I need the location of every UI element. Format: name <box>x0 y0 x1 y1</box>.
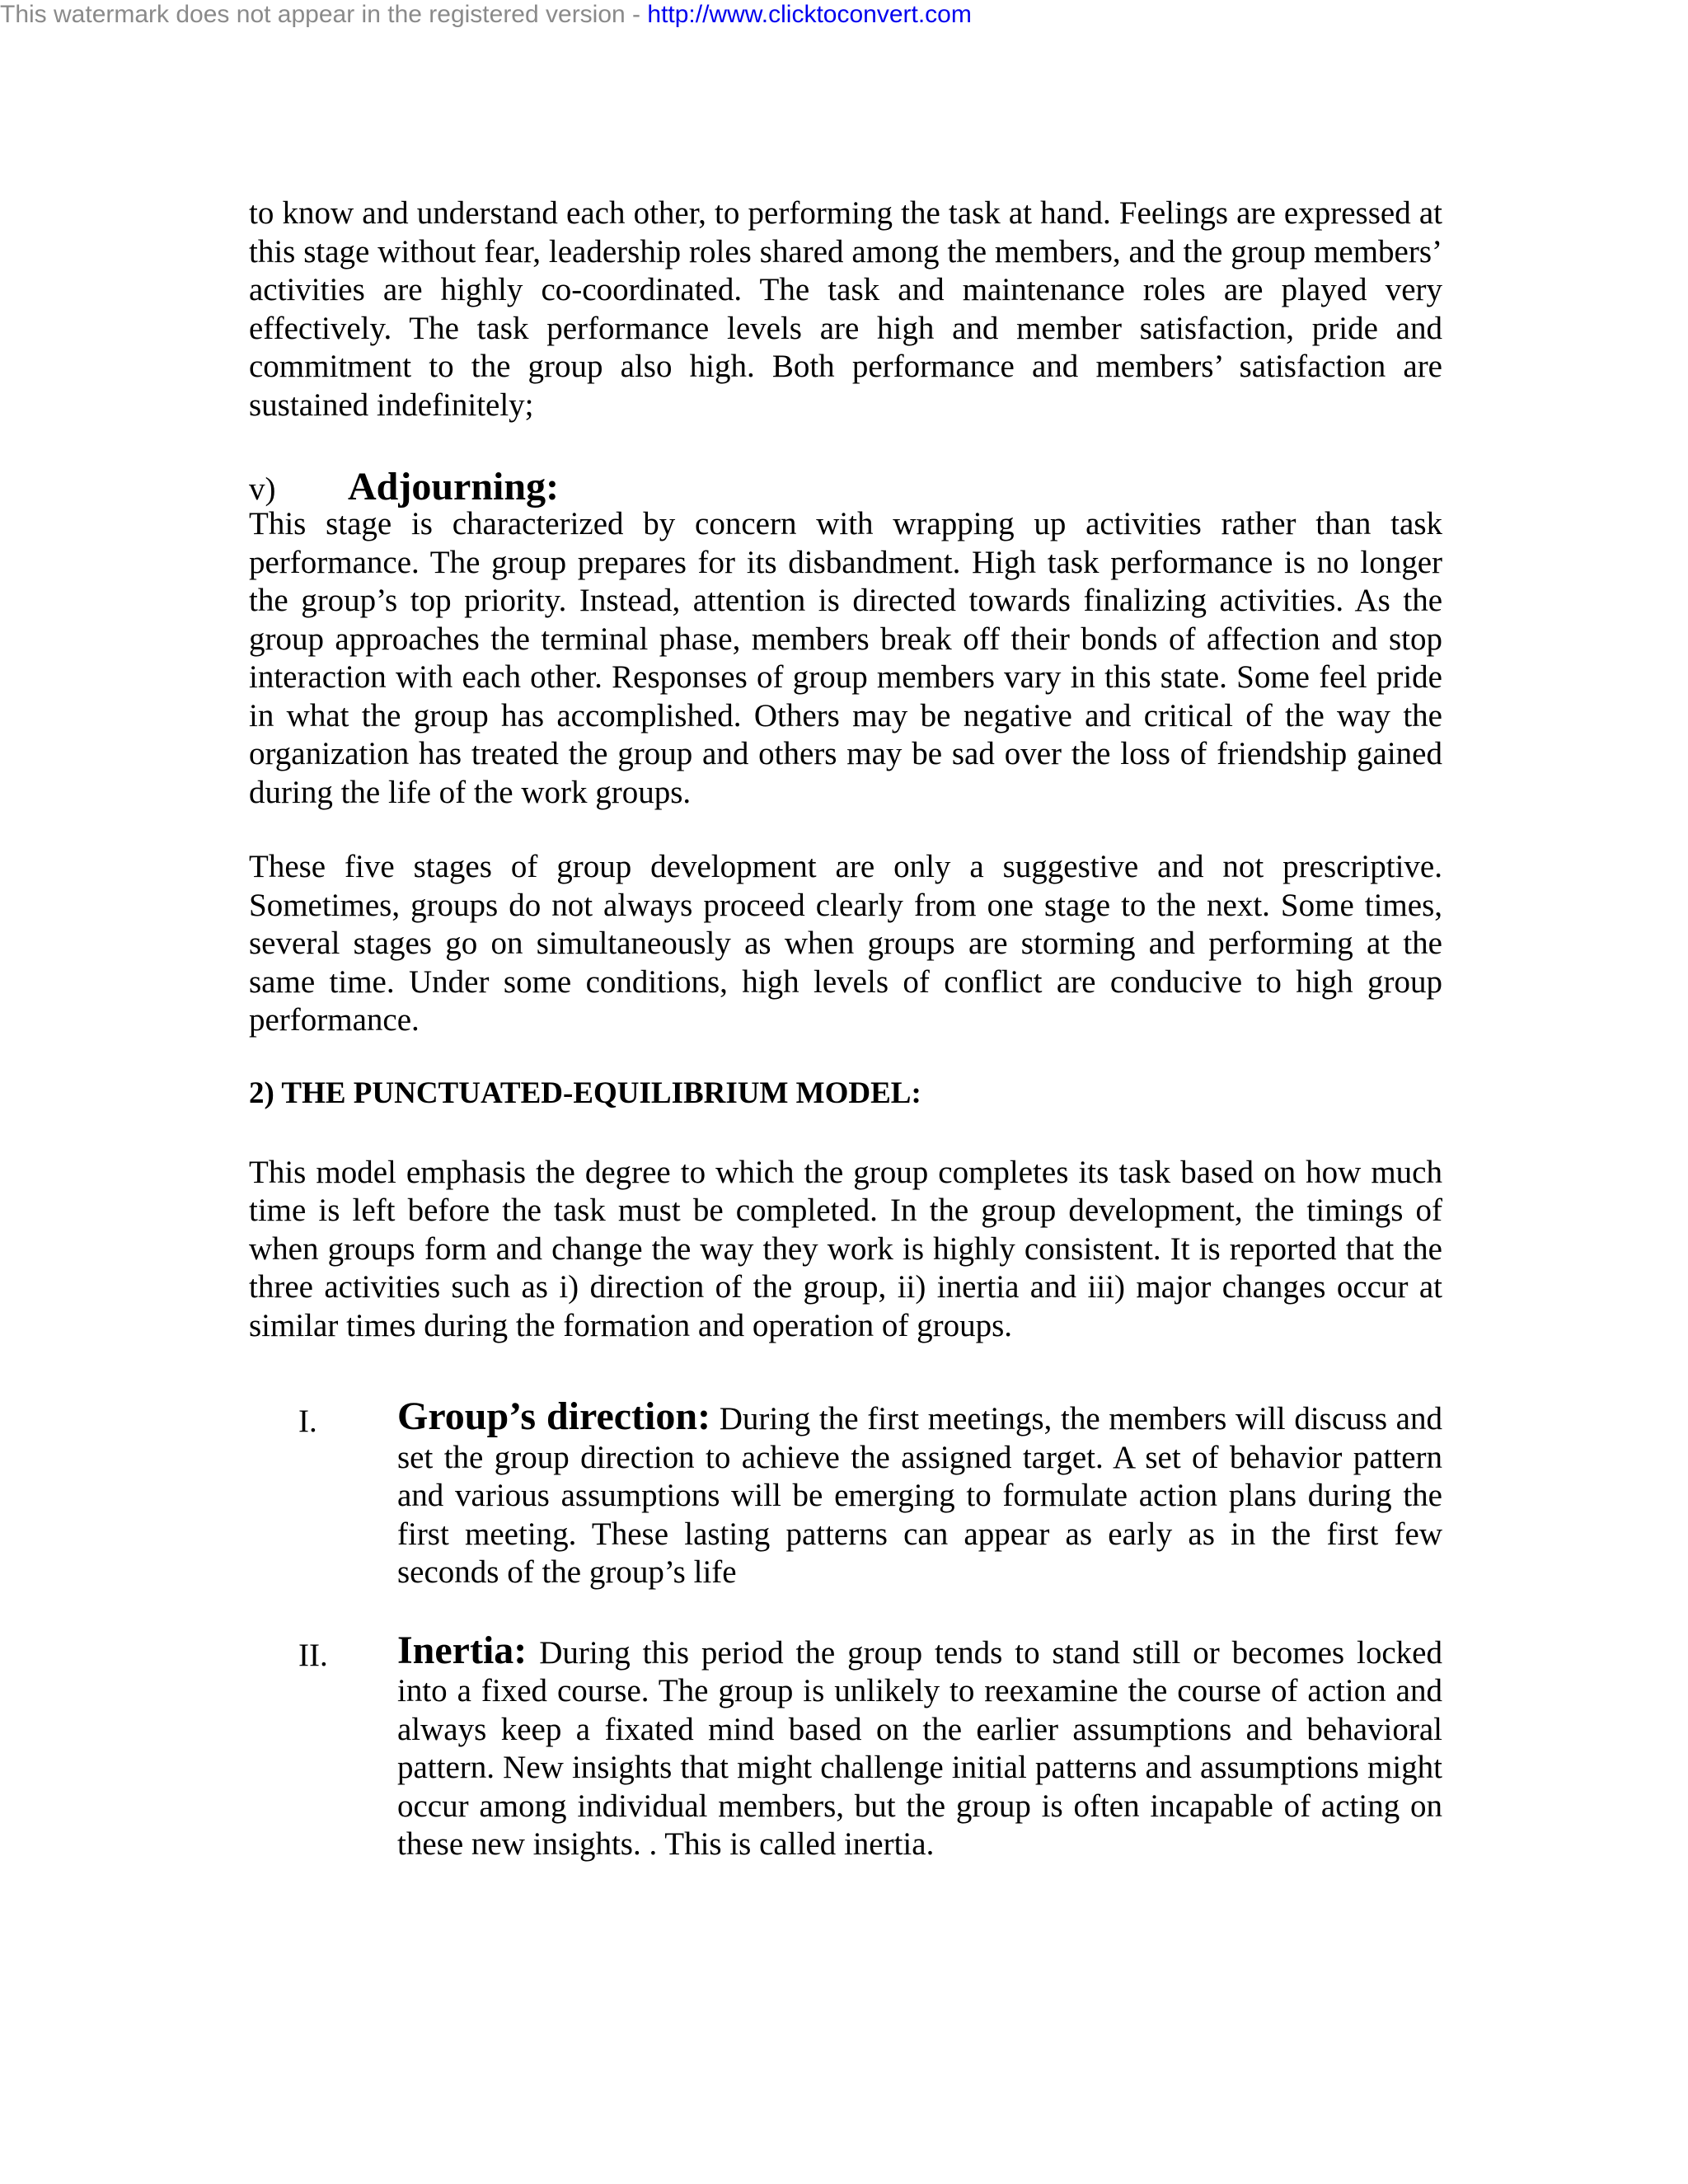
adjourning-paragraph: This stage is characterized by concern with wrapping up activities rather than task performance. The group prepares for its disbandment. High task performance is no longer the group’s top priority. Instead, attention is directed towards finalizing activities. As the group approaches the terminal phase, members break off their bonds of affection and stop interaction with each other. Responses of group members vary in this state. Some feel pride in what the group has accomplished. Others may be negative and critical of the way the organization has treated the group and others may be sad over the loss of friendship gained during the life of the work groups. <box>249 506 1442 810</box>
summary-paragraph: These five stages of group development are only a suggestive and not prescriptive. Sometimes, groups do not always proceed clearly from one stage to the next. Some times, several stages go on simultaneously as when groups are storming and performing at the same time. Under some conditions, high levels of conflict are conducive to high group performance. <box>249 849 1442 1038</box>
stage-heading-adjourning <box>249 464 1442 509</box>
model-paragraph: This model emphasis the degree to which the group completes its task based on how much time is left before the task must be completed. In the group development, the timings of when groups form and change the way they work is highly consistent. It is reported that the three activities such as i) direction of the group, ii) inertia and iii) major changes occur at similar times during the formation and operation of groups. <box>249 1154 1442 1343</box>
document-page <box>249 194 1442 1864</box>
list-item-inertia <box>249 1628 1442 1864</box>
list-item-description: During this period the group tends to stand still or becomes locked into a fixed course. The group is unlikely to reexamine the course of action and always keep a fixated mind based on the earlier assumptions and behavioral pattern. New insights that might challenge initial patterns and assumptions might occur among individual members, but the group is often incapable of acting on these new insights. . This is called inertia. <box>397 1634 1442 1862</box>
list-item-text <box>397 1628 1442 1864</box>
section-heading: 2) THE PUNCTUATED-EQUILIBRIUM MODEL: <box>249 1076 921 1110</box>
list-item-description: During the first meetings, the members will discuss and set the group direction to achieve the assigned target. A set of behavior pattern and various assumptions will be emerging to formulate action plans during the first meeting. These lasting patterns can appear as early as in the first few seconds of the group’s life <box>397 1401 1442 1590</box>
watermark-link[interactable]: http://www.clicktoconvert.com <box>647 1 972 28</box>
intro-paragraph: to know and understand each other, to performing the task at hand. Feelings are expressed at this stage without fear, leadership roles shared among the members, and the group members’ activities are highly co-coordinated. The task and maintenance roles are played very effectively. The task performance levels are high and member satisfaction, pride and commitment to the group also high. Both performance and members’ satisfaction are sustained indefinitely; <box>249 195 1442 423</box>
list-item-groups-direction <box>249 1394 1442 1592</box>
watermark <box>0 0 972 30</box>
list-item-text <box>397 1394 1442 1592</box>
list-item-term: Inertia: <box>397 1628 528 1672</box>
watermark-text: This watermark does not appear in the registered version - <box>0 1 648 28</box>
stage-title: Adjourning: <box>348 465 560 509</box>
list-item-number: I. <box>298 1404 317 1439</box>
list-item-term: Group’s direction: <box>397 1394 711 1438</box>
list-item-number: II. <box>298 1637 328 1673</box>
stage-number: v) <box>249 471 276 507</box>
